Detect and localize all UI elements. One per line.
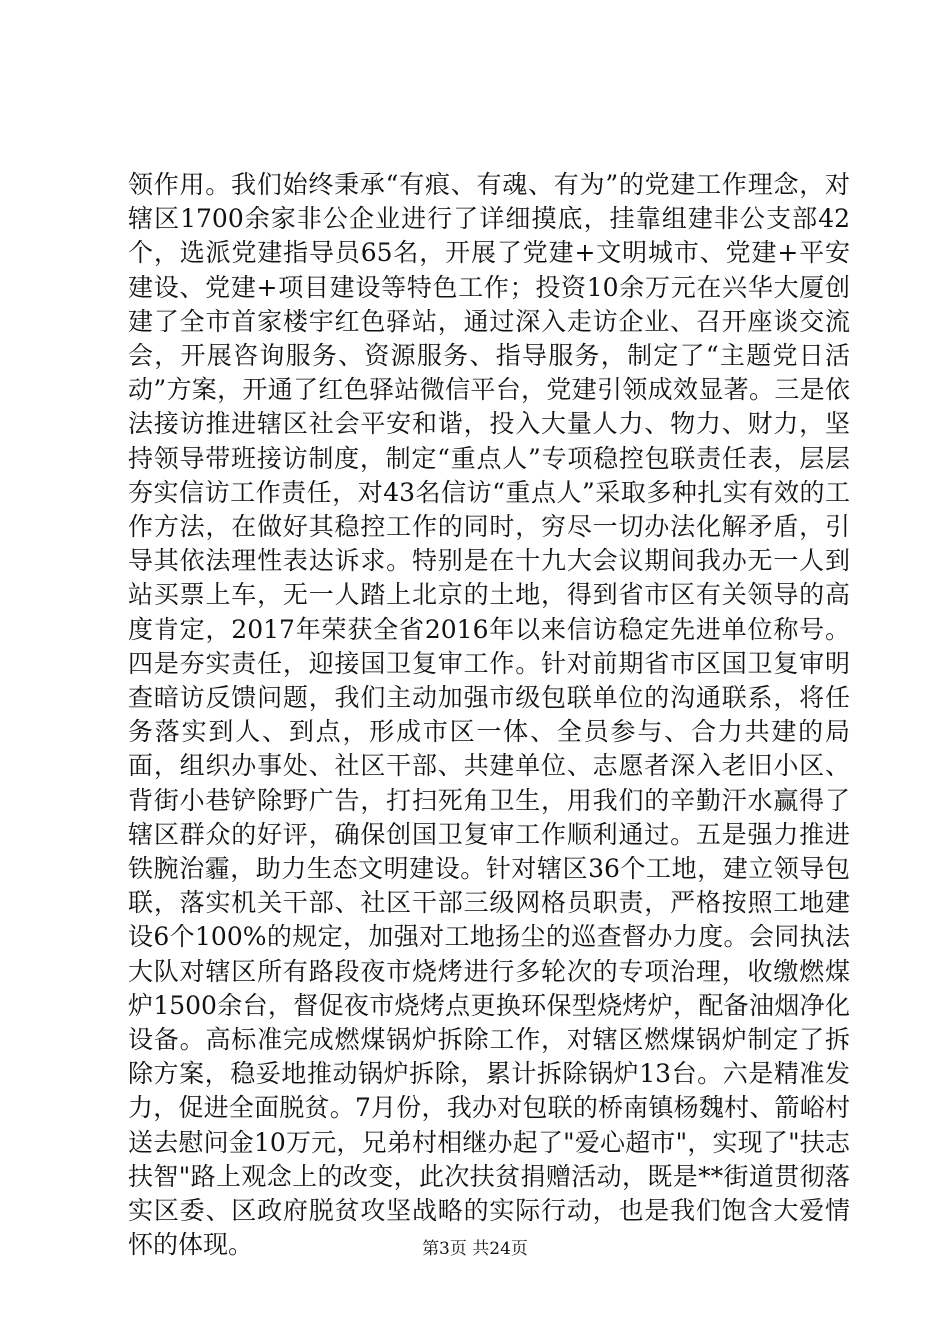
body-paragraph: 领作用。我们始终秉承“有痕、有魂、有为”的党建工作理念，对辖区1700余家非公企业进行了详细摸底，挂靠组建非公支部42个，选派党建指导员65名，开展了党建+文明城市、党建+平安建设、党建+项目建设等特色工作；投资10余万元在兴华大厦创建了全市首家楼宇红色驿站，通过深入走访企业、召开座谈交流会，开展咨询服务、资源服务、指导服务，制定了“主题党日活动”方案，开通了红色驿站微信平台，党建引领成效显著。三是依法接访推进辖区社会平安和谐，投入大量人力、物力、财力，坚持领导带班接访制度，制定“重点人”专项稳控包联责任表，层层夯实信访工作责任，对43名信访“重点人”采取多种扎实有效的工作方法，在做好其稳控工作的同时，穷尽一切办法化解矛盾，引导其依法理性表达诉求。特别是在十九大会议期间我办无一人到站买票上车，无一人踏上北京的土地，得到省市区有关领导的高度肯定，2017年荣获全省2016年以来信访稳定先进单位称号。四是夯实责任，迎接国卫复审工作。针对前期省市区国卫复审明查暗访反馈问题，我们主动加强市级包联单位的沟通联系，将任务落实到人、到点，形成市区一体、全员参与、合力共建的局面，组织办事处、社区干部、共建单位、志愿者深入老旧小区、背街小巷铲除野广告，打扫死角卫生，用我们的辛勤汗水赢得了辖区群众的好评，确保创国卫复审工作顺利通过。五是强力推进铁腕治霾，助力生态文明建设。针对辖区36个工地，建立领导包联，落实机关干部、社区干部三级网格员职责，严格按照工地建设6个100%的规定，加强对工地扬尘的巡查督办力度。会同执法大队对辖区所有路段夜市烧烤进行多轮次的专项治理，收缴燃煤炉1500余台，督促夜市烧烤点更换环保型烧烤炉，配备油烟净化设备。高标准完成燃煤锅炉拆除工作，对辖区燃煤锅炉制定了拆除方案，稳妥地推动锅炉拆除，累计拆除锅炉13台。六是精准发力，促进全面脱贫。7月份，我办对包联的桥南镇杨魏村、箭峪村送去慰问金10万元，兄弟村相继办起了"爱心超市"，实现了"扶志扶智"路上观念上的改变，此次扶贫捐赠活动，既是**街道贯彻落实区委、区政府脱贫攻坚战略的实际行动，也是我们饱含大爱情怀的体现。	[128, 170, 850, 1260]
page-number-footer: 第3页 共24页	[422, 1239, 528, 1259]
